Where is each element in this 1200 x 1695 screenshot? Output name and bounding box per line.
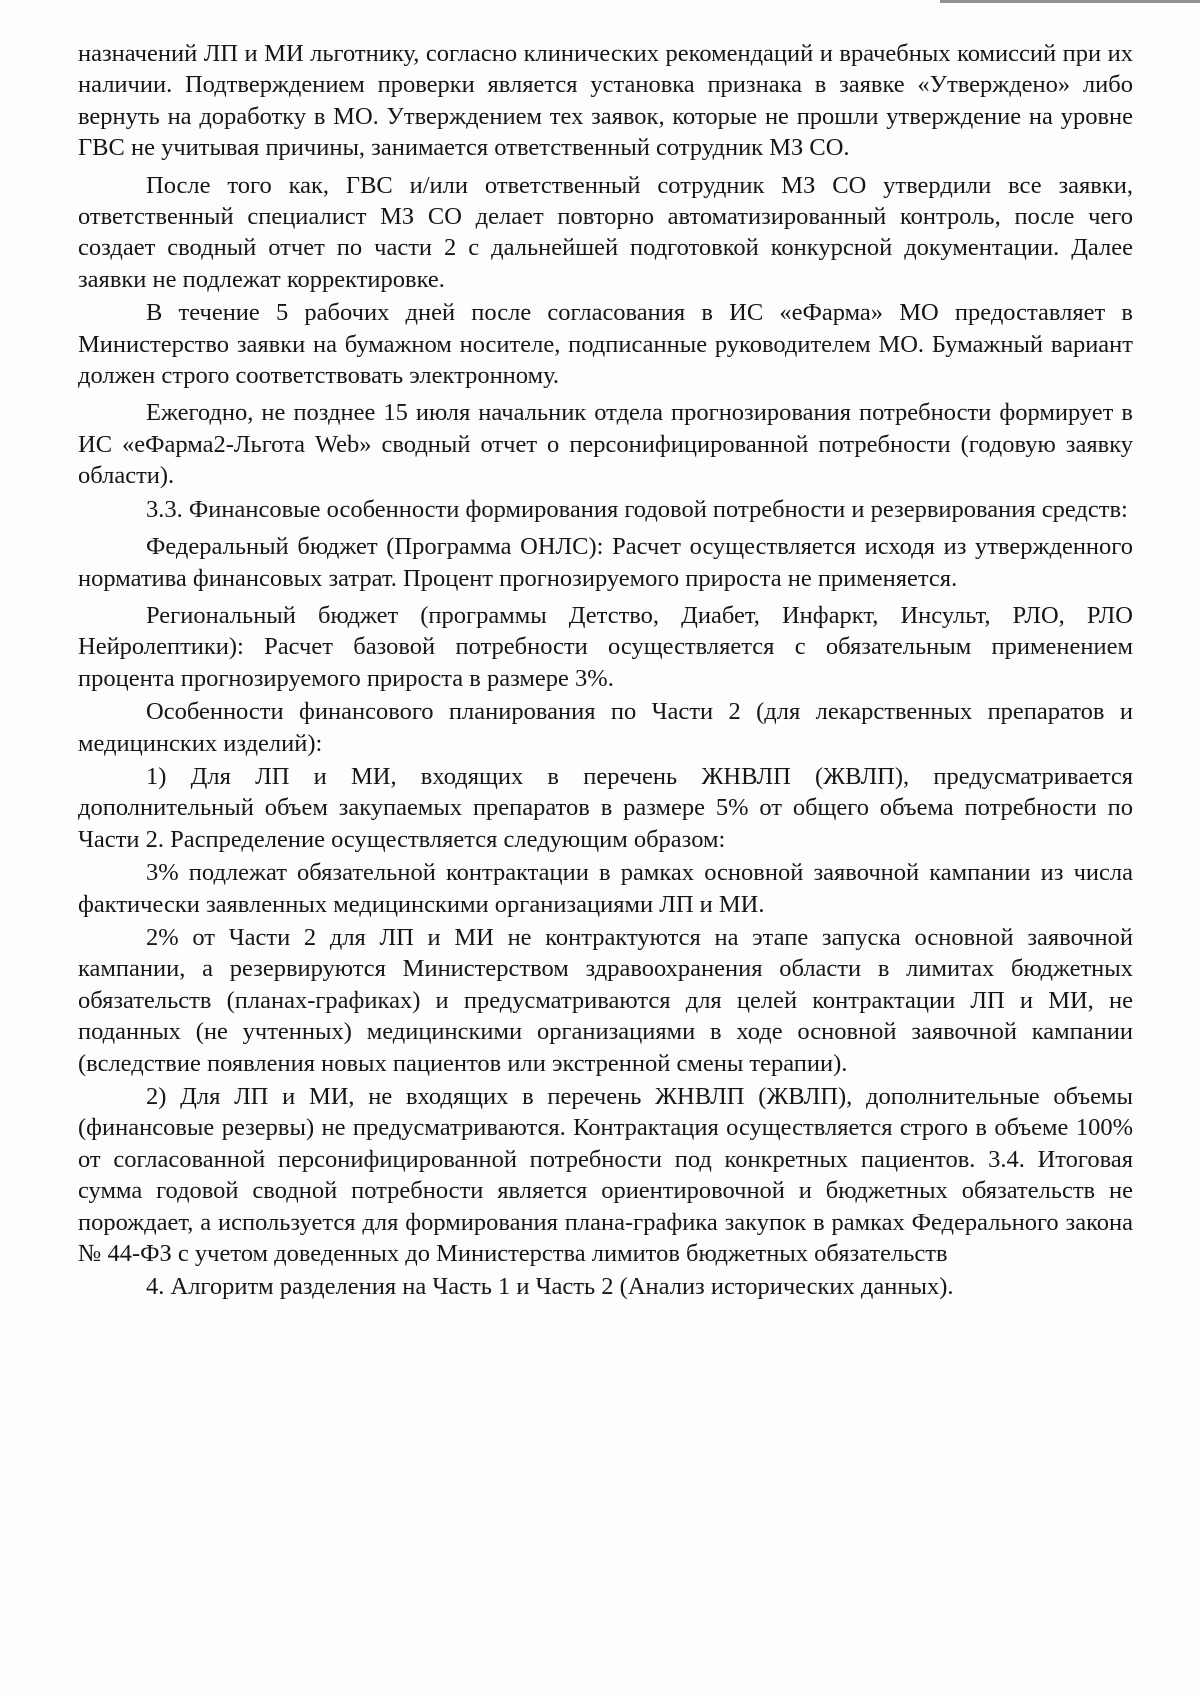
paragraph: Особенности финансового планирования по Части 2 (для лекарственных препаратов и медицинских изделий):	[78, 698, 1133, 757]
paragraph: В течение 5 рабочих дней после согласования в ИС «еФарма» МО предоставляет в Министерство заявки на бумажном носителе, подписанные руководителем МО. Бумажный вариант должен строго соответствовать электронному.	[78, 299, 1133, 390]
list-item: 1) Для ЛП и МИ, входящих в перечень ЖНВЛП (ЖВЛП), предусматривается дополнительный объем закупаемых препаратов в размере 5% от общего объема потребности по Части 2. Распределение осуществляется следующим образом:	[78, 762, 1133, 853]
scan-edge-line	[940, 0, 1200, 3]
list-item: 2) Для ЛП и МИ, не входящих в перечень ЖНВЛП (ЖВЛП), дополнительные объемы (финансовые резервы) не предусматриваются. Контрактация осуществляется строго в объеме 100% от согласованной персонифицированной потребности под конкретных пациентов. 3.4. Итоговая сумма годовой сводной потребности является ориентировочной и бюджетных обязательств не порождает, а используется для формирования плана-графика закупок в рамках Федерального закона № 44-ФЗ с учетом доведенных до Министерства лимитов бюджетных обязательств	[78, 1083, 1133, 1268]
paragraph: назначений ЛП и МИ льготнику, согласно клинических рекомендаций и врачебных комиссий при их наличии. Подтверждением проверки является установка признака в заявке «Утверждено» либо вернуть на доработку в МО. Утверждением тех заявок, которые не прошли утверждение на уровне ГВС не учитывая причины, занимается ответственный сотрудник МЗ СО.	[78, 40, 1133, 162]
section-heading: 4. Алгоритм разделения на Часть 1 и Часть 2 (Анализ исторических данных).	[146, 1273, 954, 1301]
section-heading: 3.3. Финансовые особенности формирования годовой потребности и резервирования средств:	[146, 495, 1128, 523]
document-body	[78, 38, 1133, 1305]
paragraph: Федеральный бюджет (Программа ОНЛС): Расчет осуществляется исходя из утвержденного норматива финансовых затрат. Процент прогнозируемого прироста не применяется.	[78, 533, 1133, 592]
paragraph: После того как, ГВС и/или ответственный сотрудник МЗ СО утвердили все заявки, ответственный специалист МЗ СО делает повторно автоматизированный контроль, после чего создает сводный отчет по части 2 с дальнейшей подготовкой конкурсной документации. Далее заявки не подлежат корректировке.	[78, 171, 1133, 293]
paragraph: 3% подлежат обязательной контрактации в рамках основной заявочной кампании из числа фактически заявленных медицинскими организациями ЛП и МИ.	[78, 859, 1133, 918]
paragraph: Региональный бюджет (программы Детство, Диабет, Инфаркт, Инсульт, РЛО, РЛО Нейролептики): Расчет базовой потребности осуществляется с обязательным применением процента прогнозируемого прироста в размере 3%.	[78, 601, 1133, 692]
paragraph: 2% от Части 2 для ЛП и МИ не контрактуются на этапе запуска основной заявочной кампании, а резервируются Министерством здравоохранения области в лимитах бюджетных обязательств (планах-графиках) и предусматриваются для целей контрактации ЛП и МИ, не поданных (не учтенных) медицинскими организациями в ходе основной заявочной кампании (вследствие появления новых пациентов или экстренной смены терапии).	[78, 923, 1133, 1077]
paragraph: Ежегодно, не позднее 15 июля начальник отдела прогнозирования потребности формирует в ИС «еФарма2-Льгота Web» сводный отчет о персонифицированной потребности (годовую заявку области).	[78, 399, 1133, 490]
